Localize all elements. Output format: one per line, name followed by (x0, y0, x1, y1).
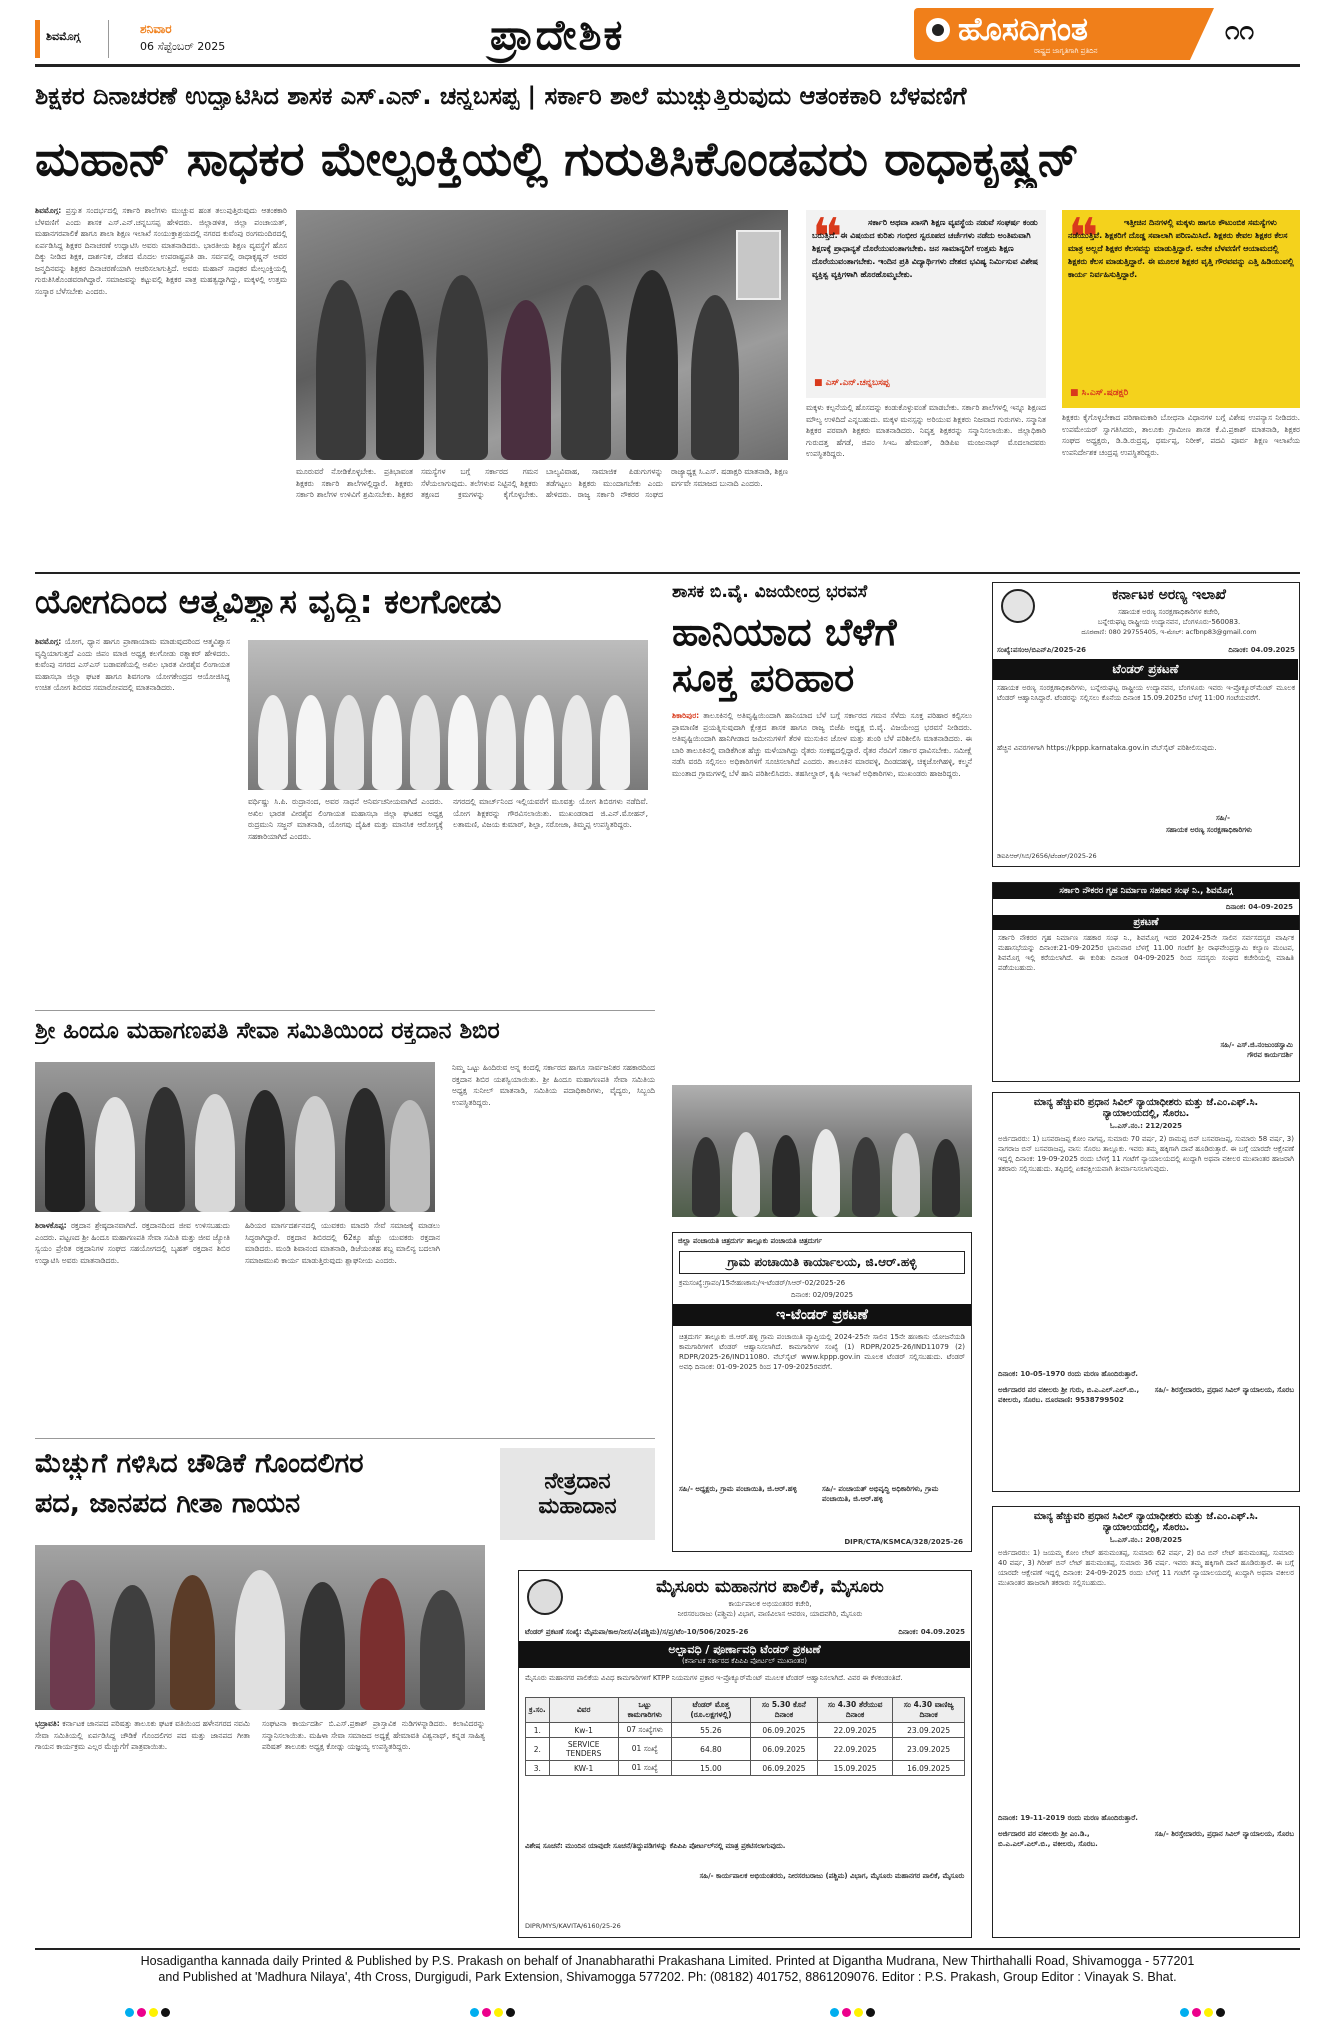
ad-panchayat-top: ಜಿಲ್ಲಾ ಪಂಚಾಯತಿ ಚಿತ್ರದುರ್ಗ ತಾಲ್ಲೂಕು ಪಂಚಾಯತಿ ಚಿತ್ರದುರ್ಗ (678, 1237, 822, 1245)
farm-dateline: ಶಿಕಾರಿಪುರ: (672, 711, 700, 720)
ad-panchayat (672, 1232, 972, 1552)
blood-photo (35, 1062, 435, 1212)
table-row (526, 1723, 965, 1738)
table-row (526, 1761, 965, 1776)
ad-panchayat-body: ಚಿತ್ರದುರ್ಗ ತಾಲ್ಲೂಕು ಜಿ.ಆರ್.ಹಳ್ಳಿ ಗ್ರಾಮ ಪಂಚಾಯಿತಿ ವ್ಯಾಪ್ತಿಯಲ್ಲಿ 2024-25ನೇ ಸಾಲಿನ 15ನೇ ಹಣಕಾಸು ಯೋಜನೆಯಡಿ ಕಾಮಗಾರಿಗಳಿಗೆ ಟೆಂಡರ್ ಆಹ್ವಾನಿಸಲಾಗಿದೆ. ಕಾಮಗಾರಿಗಳ ಸಂಖ್ಯೆ (1) RDPR/2025-26/IND11079 (2) RDPR/2025-26/IND11080. ವೆಬ್‌ಸೈಟ್ www.kppp.gov.in ಮೂಲಕ ಟೆಂಡರ್ ಸಲ್ಲಿಸಬಹುದು. ಟೆಂಡರ್ ಅವಧಿ ದಿನಾಂಕ: 01-09-2025 ರಿಂದ 17-09-2025ರವರೆಗೆ. (679, 1333, 965, 1371)
table-cell: 01 ಸಂಖ್ಯೆ (618, 1738, 671, 1761)
yoga-dateline: ಶಿವಮೊಗ್ಗ: (35, 637, 62, 646)
table-cell: 2. (526, 1738, 550, 1761)
eye-donation-box (500, 1448, 655, 1540)
section-title: ಪ್ರಾದೇಶಿಕ (490, 10, 625, 59)
ad-panchayat-title: ಗ್ರಾಮ ಪಂಚಾಯಿತಿ ಕಾರ್ಯಾಲಯ, ಜಿ.ಆರ್.ಹಳ್ಳಿ (679, 1251, 965, 1274)
section-divider (35, 572, 1300, 574)
quote-mark-icon: ❝ (812, 208, 843, 268)
blood-body-col2: ಹಿರಿಯರ ಮಾರ್ಗದರ್ಶನದಲ್ಲಿ ಯುವಕರು ಮಾದರಿ ಸೇವೆ ಸಮಾಜಕ್ಕೆ ಮಾಡಲು ಸಿದ್ಧರಾಗಿದ್ದಾರೆ. ರಕ್ತದಾನ ಶಿಬಿರದಲ್ಲಿ 62ಕ್ಕೂ ಹೆಚ್ಚು ಯುವಕರು ರಕ್ತದಾನ ಮಾಡಿದರು. ಮಂಡಿ ಶಿವಾನಂದ ಮಾತನಾಡಿ, ಡಿಜೆಯಂತಹ ಶಬ್ದ ಮಾಲಿನ್ಯ ಬದಲಾಗಿ ಸಮಾಜಮುಖಿ ಕಾರ್ಯ ಮಾಡುತ್ತಿರುವುದು ಶ್ಲಾಘನೀಯ ಎಂದರು. (245, 1221, 440, 1265)
table-header-row (526, 1698, 965, 1723)
ad-court-2-court-sign: ಸಹಿ/- ಶಿರಸ್ತೇದಾರರು, ಪ್ರಧಾನ ಸಿವಿಲ್ ನ್ಯಾಯಾಲಯ, ಸೊರಬ (1154, 1830, 1294, 1838)
ad-court-2 (992, 1506, 1300, 1938)
quote-1-text: ಸರ್ಕಾರಿ ಅಥವಾ ಖಾಸಗಿ ಶಿಕ್ಷಣ ವ್ಯವಸ್ಥೆಯ ನಡುವೆ ಸಂಘರ್ಷ ಕಂಡು ಬರುತ್ತಿದೆ. ಈ ವಿಷಯದ ಕುರಿತು ಗಂಭೀರ ಸ್ವರೂಪದ ಚರ್ಚೆಗಳು ನಡೆದು ಅಂತಿಮವಾಗಿ ಶಿಕ್ಷಣಕ್ಕೆ ಪ್ರಾಧಾನ್ಯತೆ ದೊರೆಯುವಂತಾಗಬೇಕು. ಜನ ಸಾಮಾನ್ಯರಿಗೆ ಉತ್ತಮ ಶಿಕ್ಷಣ ದೊರೆಯುವಂತಾಗಬೇಕು. ಇಂದಿನ ಪ್ರತಿ ವಿದ್ಯಾರ್ಥಿಗಳು ದೇಶದ ಭವಿಷ್ಯ ನಿರ್ಮಿಸುವ ವಿಶೇಷ ವ್ಯಕ್ತಿತ್ವ ವ್ಯಕ್ತಿಗಳಾಗಿ ಹೊರಹೊಮ್ಮಬೇಕು. (812, 218, 1038, 279)
ad-panchayat-ref: ಕ್ರಮಸಂಖ್ಯೆ:ಗ್ರಾಪಂ/15ನೇಹಣಕಾಸು/ಇ-ಟೆಂಡರ್/ಸಿಆರ್-02/2025-26 (679, 1279, 846, 1287)
logo-tagline: ರಾಷ್ಟ್ರದ ಜಾಗೃತಿಗಾಗಿ ಪ್ರತಿದಿನ (1034, 47, 1098, 55)
song-dateline: ಭದ್ರಾವತಿ: (35, 1719, 60, 1728)
farm-kicker: ಶಾಸಕ ಬಿ.ವೈ. ವಿಜಯೇಂದ್ರ ಭರವಸೆ (672, 582, 868, 602)
table-cell: 15.09.2025 (817, 1761, 892, 1776)
masthead-date: 06 ಸೆಪ್ಟೆಂಬರ್ 2025 (140, 40, 226, 53)
logo-text: ಹೊಸದಿಗಂತ (958, 10, 1088, 48)
yoga-body-col2: ವರ್ಧಿಷ್ಣು ಸಿ.ಪಿ. ರುದ್ರಾನಂದ, ಅವರ ಸಾಧನೆ ಅನಿರ್ವಚನೀಯವಾಗಿದೆ ಎಂದರು. ಅಖಿಲ ಭಾರತ ವೀರಶೈವ ಲಿಂಗಾಯತ ಮಹಾಸಭಾ ಜಿಲ್ಲಾ ಘಟಕದ ಅಧ್ಯಕ್ಷ ರುದ್ರಮುನಿ ಸಜ್ಜನ್ ಮಾತನಾಡಿ, ಯೋಗವು ದೈಹಿಕ ಮತ್ತು ಮಾನಸಿಕ ಆರೋಗ್ಯಕ್ಕೆ ಸಹಕಾರಿಯಾಗಿದೆ ಎಂದರು. (248, 797, 443, 841)
ad-coop (992, 882, 1300, 1082)
ad-forest-contact: ದೂರವಾಣಿ: 080 29755405, ಇ-ಮೇಲ್: acfbnp83@gmail.com (1081, 628, 1257, 636)
ad-mysuru (518, 1570, 972, 1938)
farm-body: ಶಿಕಾರಿಪುರ: ತಾಲೂಕಿನಲ್ಲಿ ಅತಿವೃಷ್ಟಿಯಿಂದಾಗಿ ಹಾನಿಯಾದ ಬೆಳೆ ಬಗ್ಗೆ ಸರ್ಕಾರದ ಗಮನ ಸೆಳೆದು ಸೂಕ್ತ ಪರಿಹಾರ ಕಲ್ಪಿಸಲು ಪ್ರಾಮಾಣಿಕ ಪ್ರಯತ್ನಿಸುವುದಾಗಿ ಕ್ಷೇತ್ರದ ಶಾಸಕ ಹಾಗೂ ರಾಜ್ಯ ಬಿಜೆಪಿ ಅಧ್ಯಕ್ಷ ಬಿ.ವೈ. ವಿಜಯೇಂದ್ರ ಭರವಸೆ ನೀಡಿದರು. ಅತಿವೃಷ್ಟಿಯಿಂದಾಗಿ ಹಾನಿಗೀಡಾದ ಜಮೀನುಗಳಿಗೆ ತೆರಳಿ ಮುಸುಕಿನ ಜೋಳ ಮತ್ತು ಶುಂಠಿ ಬೆಳೆ ಪರಿಶೀಲಿಸಿ ಮಾತನಾಡಿದರು. ಈ ಬಾರಿ ತಾಲೂಕಿನಲ್ಲಿ ವಾಡಿಕೆಗಿಂತ ಹೆಚ್ಚು ಮಳೆಯಾಗಿದ್ದು ರೈತರು ಸಂಕಷ್ಟದಲ್ಲಿದ್ದಾರೆ. ರೈತರ ನೆರವಿಗೆ ಸರ್ಕಾರ ಧಾವಿಸಬೇಕು. ಸಮೀಕ್ಷೆ ನಡೆಸಿ ವರದಿ ಸಲ್ಲಿಸಲು ಅಧಿಕಾರಿಗಳಿಗೆ ಸೂಚಿಸಲಾಗಿದೆ ಎಂದರು. ತಾಲೂಕಿನ ಮಾರವಳ್ಳಿ, ದಿಂಡದಹಳ್ಳಿ, ಚಿಕ್ಕಜೋಗಿಹಳ್ಳಿ, ಕಲ್ಮನೆ ಮುಂತಾದ ಗ್ರಾಮಗಳಲ್ಲಿ ಬೆಳೆ ಹಾನಿ ಪರಿಶೀಲಿಸಿದರು. ತಹಸೀಲ್ದಾರ್, ಕೃಷಿ ಇಲಾಖೆ ಅಧಿಕಾರಿಗಳು, ಮುಖಂಡರು ಹಾಜರಿದ್ದರು. (672, 711, 972, 778)
ad-forest-sub1: ಸಹಾಯಕ ಅರಣ್ಯ ಸಂರಕ್ಷಣಾಧಿಕಾರಿಗಳ ಕಚೇರಿ, (1118, 608, 1220, 616)
ad-court-2-case: ಓ.ಎಸ್.ನಂ.: 208/2025 (1109, 1536, 1183, 1544)
lead-text-col1: ಪ್ರಸ್ತುತ ಸಂದರ್ಭದಲ್ಲಿ ಸರ್ಕಾರಿ ಶಾಲೆಗಳು ಮುಚ್ಚುವ ಹಂತ ತಲುಪುತ್ತಿರುವುದು ಆತಂಕಕಾರಿ ಬೆಳವಣಿಗೆ ಎಂದು ಶಾಸಕ ಎಸ್.ಎನ್.ಚನ್ನಬಸಪ್ಪ ಹೇಳಿದರು. ಜಿಲ್ಲಾಡಳಿತ, ಜಿಲ್ಲಾ ಪಂಚಾಯತ್, ಮಹಾನಗರಪಾಲಿಕೆ ಹಾಗೂ ಶಾಲಾ ಶಿಕ್ಷಣ ಇಲಾಖೆ ಸಂಯುಕ್ತಾಶ್ರಯದಲ್ಲಿ ನಗರದ ಕುವೆಂಪು ರಂಗಮಂದಿರದಲ್ಲಿ ಏರ್ಪಡಿಸಿದ್ದ ಶಿಕ್ಷಕರ ದಿನಾಚರಣೆ ಉದ್ಘಾಟಿಸಿ ಅವರು ಮಾತನಾಡಿದರು. ಭಾರತೀಯ ಶಿಕ್ಷಣ ವ್ಯವಸ್ಥೆಗೆ ಹೊಸ ದಿಕ್ಕು ನೀಡಿದ ಶಿಕ್ಷಕ, ದಾರ್ಶನಿಕ, ದೇಶದ ಮೊದಲ ಉಪರಾಷ್ಟ್ರಪತಿ ಡಾ. ಸರ್ವಪಲ್ಲಿ ರಾಧಾಕೃಷ್ಣನ್ ಅವರ ಜನ್ಮದಿನವನ್ನು ಶಿಕ್ಷಕರ ದಿನಾಚರಣೆಯಾಗಿ ಆಚರಿಸಲಾಗುತ್ತಿದೆ. ಅವರು ಮಹಾನ್ ಸಾಧಕರ ಮೇಲ್ಪಂಕ್ತಿಯಲ್ಲಿ ಗುರುತಿಸಿಕೊಂಡವರಾಗಿದ್ದಾರೆ. ಸಮಾಜವನ್ನು ಕಟ್ಟುವಲ್ಲಿ ಶಿಕ್ಷಕರ ಪಾತ್ರ ಮಹತ್ವದ್ದಾಗಿದ್ದು, ಮಕ್ಕಳಲ್ಲಿ ಉತ್ತಮ ಸಂಸ್ಕಾರ ಬೆಳೆಸಬೇಕು ಎಂದರು. (35, 206, 287, 296)
ad-mysuru-banner: ಅಲ್ಪಾವಧಿ / ಪೂರ್ಣಾವಧಿ ಟೆಂಡರ್ ಪ್ರಕಟಣೆ (ಕರ್ನಾಟಕ ಸರ್ಕಾರದ ಕೆಪಿಪಿಪಿ ಪೋರ್ಟಲ್ ಮುಖಾಂತರ) (519, 1641, 970, 1668)
yoga-body-col3: ನಗರದಲ್ಲಿ ಮಾರ್ಚ್‌ನಿಂದ ಇಲ್ಲಿಯವರೆಗೆ ಮೂವತ್ತು ಯೋಗ ಶಿಬಿರಗಳು ನಡೆದಿವೆ. ಯೋಗ ಶಿಕ್ಷಕರನ್ನು ಗೌರವಿಸಲಾಯಿತು. ಮುಖಂಡರಾದ ಜಿ.ಎನ್.ಮೋಹನ್, ಲತಾಮಣಿ, ವಿಜಯ ಕುಮಾರ್, ಶಿಲ್ಪಾ, ಸರೋಜಾ, ತಿಮ್ಮಪ್ಪ ಉಪಸ್ಥಿತರಿದ್ದರು. (453, 797, 648, 829)
table-header-cell: ಕ್ರ.ಸಂ. (526, 1698, 550, 1723)
registration-marks-4 (1180, 2002, 1228, 2021)
table-cell: 15.00 (671, 1761, 750, 1776)
yoga-photo (248, 640, 648, 790)
eye-donation-line2: ಮಹಾದಾನ (538, 1494, 617, 1519)
table-cell: 16.09.2025 (893, 1761, 965, 1776)
ad-mysuru-ref: ಟೆಂಡರ್ ಪ್ರಕಟಣೆ ಸಂಖ್ಯೆ: ಮೈಮಪಾ/ಕಾಅ/ನೀಸ/ವಿ(ಪಶ್ಚಿಮ)/ಸ/ಪ್ರ/ಟೆಂ-10/506/2025-26 (525, 1628, 749, 1636)
ad-court-2-body: ಅರ್ಜಿದಾರರು: 1) ಜಯಮ್ಮ ಕೋಂ ಲೇಟ್ ಹನುಮಂತಪ್ಪ, ಸುಮಾರು 62 ವರ್ಷ, 2) ರವಿ ಬಿನ್ ಲೇಟ್ ಹನುಮಂತಪ್ಪ, ಸುಮಾರು 40 ವರ್ಷ, 3) ಗಿರೀಶ್ ಬಿನ್ ಲೇಟ್ ಹನುಮಂತಪ್ಪ, ಸುಮಾರು 36 ವರ್ಷ. ಇವರು ತಮ್ಮ ಹಕ್ಕಿಗಾಗಿ ದಾವೆ ಹೂಡಿರುತ್ತಾರೆ. ಈ ಬಗ್ಗೆ ಯಾರದೇ ಆಕ್ಷೇಪಣೆ ಇದ್ದಲ್ಲಿ ದಿನಾಂಕ: 24-09-2025 ರಂದು ಬೆಳಗ್ಗೆ 11 ಗಂಟೆಗೆ ನ್ಯಾಯಾಲಯದಲ್ಲಿ ಖುದ್ದಾಗಿ ಅಥವಾ ವಕೀಲರ ಮುಖಾಂತರ ಹಾಜರಾಗಿ ತಕರಾರು ಸಲ್ಲಿಸಬಹುದು. (998, 1549, 1294, 1587)
ad-forest-sub2: ಬನ್ನೇರುಘಟ್ಟ ರಾಷ್ಟ್ರೀಯ ಉದ್ಯಾನವನ, ಬೆಂಗಳೂರು-560083. (1097, 618, 1241, 626)
logo-emblem-icon (926, 18, 950, 42)
footer-rule (35, 1948, 1300, 1950)
ad-court-1-title-l1: ಮಾನ್ಯ ಹೆಚ್ಚುವರಿ ಪ್ರಧಾನ ಸಿವಿಲ್ ನ್ಯಾಯಾಧೀಶರು ಮತ್ತು ಜೆ.ಎಂ.ಎಫ್.ಸಿ. (1033, 1097, 1259, 1108)
ad-coop-banner: ಪ್ರಕಟಣೆ (993, 915, 1299, 930)
ad-mysuru-date: ದಿನಾಂಕ: 04.09.2025 (898, 1628, 965, 1636)
ad-forest-signatory: ಸಹಾಯಕ ಅರಣ್ಯ ಸಂರಕ್ಷಣಾಧಿಕಾರಿಗಳು (1165, 826, 1253, 834)
table-cell: KW-1 (549, 1761, 618, 1776)
ad-court-2-lawyer: ಅರ್ಜಿದಾರರ ಪರ ವಕೀಲರು ಶ್ರೀ ಎಂ.ಡಿ., ಬಿ.ಎ.ಎಲ್.ಎಲ್.ಬಿ., ವಕೀಲರು, ಸೊರಬ. (998, 1830, 1098, 1848)
ad-panchayat-banner: ಇ-ಟೆಂಡರ್ ಪ್ರಕಟಣೆ (673, 1304, 971, 1326)
table-cell: 23.09.2025 (893, 1723, 965, 1738)
ad-forest-banner: ಟೆಂಡರ್ ಪ್ರಕಟಣೆ (993, 659, 1298, 680)
table-cell: SERVICE TENDERS (549, 1738, 618, 1761)
ad-court-1-court-sign: ಸಹಿ/- ಶಿರಸ್ತೇದಾರರು, ಪ್ರಧಾನ ಸಿವಿಲ್ ನ್ಯಾಯಾಲಯ, ಸೊರಬ (1154, 1386, 1294, 1394)
table-cell: 22.09.2025 (817, 1723, 892, 1738)
ad-mysuru-sub2: ನೀರಸರಬರಾಜು (ಪಶ್ಚಿಮ) ವಿಭಾಗ, ವಾಣಿವಿಲಾಸ ಆವರಣ, ಯಾದವಗಿರಿ, ಮೈಸೂರು (677, 1610, 863, 1618)
quote-box-2 (1062, 210, 1300, 408)
table-cell: 22.09.2025 (817, 1738, 892, 1761)
table-cell: 23.09.2025 (893, 1738, 965, 1761)
ad-forest-sign: ಸಹಿ/- (1216, 814, 1230, 822)
table-cell: 55.26 (671, 1723, 750, 1738)
masthead-rule (35, 64, 1300, 67)
quote-1-author: ■ ಎಸ್.ಎನ್.ಚನ್ನಬಸಪ್ಪ (814, 378, 890, 388)
table-header-cell: ಸಂ 5.30 ಕೊನೆ ದಿನಾಂಕ (750, 1698, 817, 1723)
table-header-cell: ಒಟ್ಟು ಕಾಮಗಾರಿಗಳು (618, 1698, 671, 1723)
lead-body-below-photo: ಮೂರುವರೆ ನೋಡಿಕೊಳ್ಳಬೇಕು. ಪ್ರತಿಭಾವಂತ ಶಿಕ್ಷಕರು ಸರ್ಕಾರಿ ಶಾಲೆಗಳಲ್ಲಿದ್ದಾರೆ. ಶಿಕ್ಷಕರು ಸರ್ಕಾರಿ ಶಾಲೆಗಳ ಉಳಿವಿಗೆ ಶ್ರಮಿಸಬೇಕು. ಶಿಕ್ಷಕರ ಸಮಸ್ಯೆಗಳ ಬಗ್ಗೆ ಸರ್ಕಾರದ ಗಮನ ಸೆಳೆಯಲಾಗುವುದು. ತಲೆಗಳುವ ನಿಟ್ಟಿನಲ್ಲಿ ಶಿಕ್ಷಕರು ತಕ್ಷಣದ ಕ್ರಮಗಳನ್ನು ಕೈಗೊಳ್ಳಬೇಕು. ಬಾಲ್ಯವಿವಾಹ, ಸಾಮಾಜಿಕ ಪಿಡುಗುಗಳನ್ನು ತಡೆಗಟ್ಟಲು ಶಿಕ್ಷಕರು ಮುಂದಾಗಬೇಕು ಎಂದು ಹೇಳಿದರು. ರಾಜ್ಯ ಸರ್ಕಾರಿ ನೌಕರರ ಸಂಘದ ರಾಜ್ಯಾಧ್ಯಕ್ಷ ಸಿ.ಎಸ್. ಷಡಾಕ್ಷರಿ ಮಾತನಾಡಿ, ಶಿಕ್ಷಣ ವರ್ಗವೇ ಸಮಾಜದ ಬುನಾದಿ ಎಂದರು. (296, 467, 788, 499)
table-cell: 07 ಸಂಖ್ಯೆಗಳು (618, 1723, 671, 1738)
quote-2-author: ■ ಸಿ.ಎಸ್.ಷಡಕ್ಷರಿ (1070, 388, 1129, 398)
ad-mysuru-sign: ಸಹಿ/- ಕಾರ್ಯಪಾಲಕ ಅಭಿಯಂತರರು, ನೀರಸರಬರಾಜು (ಪಶ್ಚಿಮ) ವಿಭಾಗ, ಮೈಸೂರು ಮಹಾನಗರ ಪಾಲಿಕೆ, ಮೈಸೂರು (699, 1872, 965, 1880)
table-header-cell: ಸಂ 4.30 ತೆರೆಯುವ ದಿನಾಂಕ (817, 1698, 892, 1723)
ad-mysuru-sub1: ಕಾರ್ಯಪಾಲಕ ಅಭಿಯಂತರರ ಕಚೇರಿ, (728, 1600, 812, 1608)
divider (35, 1010, 655, 1011)
farm-headline-l2: ಸೂಕ್ತ ಪರಿಹಾರ (672, 656, 855, 700)
masthead-divider (108, 20, 109, 58)
footer-line-1: Hosadigantha kannada daily Printed & Published by P.S. Prakash on behalf of Jnanabharathi Prakashana Limited. Printed at Digantha Mudrana, New Thirthahalli Road, Shivamogga - 577201 (140, 1954, 1195, 1968)
song-body-col1: ಭದ್ರಾವತಿ: ಕರ್ನಾಟಕ ಜಾನಪದ ಪರಿಷತ್ತು ತಾಲೂಕು ಘಟಕ ವತಿಯಿಂದ ಹಳೇನಗರದ ನವಮಿ ಸೇವಾ ಸಮಿತಿಯಲ್ಲಿ ಏರ್ಪಡಿಸಿದ್ದ ಚೌಡಿಕೆ ಗೊಂದಲಿಗರ ಪದ ಮತ್ತು ಜಾನಪದ ಗೀತಾ ಗಾಯನ ಕಾರ್ಯಕ್ರಮ ಎಲ್ಲರ ಮೆಚ್ಚುಗೆಗೆ ಪಾತ್ರವಾಯಿತು. (35, 1719, 250, 1751)
masthead-city: ಶಿವಮೊಗ್ಗ (46, 30, 81, 43)
ad-forest-date: ದಿನಾಂಕ: 04.09.2025 (1228, 646, 1295, 654)
ad-court-1-title-l2: ನ್ಯಾಯಾಲಯದಲ್ಲಿ, ಸೊರಬ. (1102, 1108, 1190, 1119)
lead-dateline: ಶಿವಮೊಗ್ಗ: (35, 206, 62, 215)
footer-line-2: and Published at 'Madhura Nilaya', 4th Cross, Durgigudi, Park Extension, Shivamogga 577202. Ph: (08182) 401752, 8861209076. Editor : P.S. Prakash, Group Editor : Vinayak S. Bhat. (158, 1970, 1177, 1984)
table-cell: 3. (526, 1761, 550, 1776)
farm-photo (672, 1085, 972, 1217)
quote-mark-icon: ❝ (1068, 208, 1099, 268)
table-row (526, 1738, 965, 1761)
table-cell: 06.09.2025 (750, 1761, 817, 1776)
ad-coop-title: ಸರ್ಕಾರಿ ನೌಕರರ ಗೃಹ ನಿರ್ಮಾಣ ಸಹಕಾರ ಸಂಘ ನಿ., ಶಿವಮೊಗ್ಗ (993, 883, 1299, 899)
ad-mysuru-table (525, 1697, 965, 1776)
ad-court-2-title-l2: ನ್ಯಾಯಾಲಯದಲ್ಲಿ, ಸೊರಬ. (1102, 1522, 1190, 1533)
eye-donation-line1: ನೇತ್ರದಾನ (544, 1469, 611, 1494)
registration-marks-1 (125, 2002, 173, 2021)
ad-forest-body: ಸಹಾಯಕ ಅರಣ್ಯ ಸಂರಕ್ಷಣಾಧಿಕಾರಿಗಳು, ಬನ್ನೇರುಘಟ್ಟ ರಾಷ್ಟ್ರೀಯ ಉದ್ಯಾನವನ, ಬೆಂಗಳೂರು ಇವರು ಇ-ಪ್ರೊಕ್ಯೂರ್‌ಮೆಂಟ್ ಮೂಲಕ ಟೆಂಡರ್ ಆಹ್ವಾನಿಸಿದ್ದಾರೆ. ಟೆಂಡರನ್ನು ಸಲ್ಲಿಸಲು ಕೊನೆಯ ದಿನಾಂಕ 15.09.2025ರ ಬೆಳಗ್ಗೆ 11:00 ಗಂಟೆಯವರೆಗೆ. (997, 684, 1295, 702)
farm-headline-l1: ಹಾನಿಯಾದ ಬೆಳೆಗೆ (672, 610, 897, 654)
ad-coop-date: ದಿನಾಂಕ: 04-09-2025 (1225, 903, 1293, 911)
page-number: ೧೧ (1225, 16, 1255, 46)
ad-court-1-date-line: ದಿನಾಂಕ: 10-05-1970 ರಂದು ಮರಣ ಹೊಂದಿರುತ್ತಾರೆ. (998, 1370, 1138, 1378)
ad-coop-sign: ಸಹಿ/- ಎಸ್.ಜಿ.ನಂಜುಂಡಸ್ವಾಮಿ (1220, 1041, 1293, 1049)
ad-court-1 (992, 1092, 1300, 1492)
ad-forest-title: ಕರ್ನಾಟಕ ಅರಣ್ಯ ಇಲಾಖೆ (1112, 587, 1226, 603)
ad-court-2-title-l1: ಮಾನ್ಯ ಹೆಚ್ಚುವರಿ ಪ್ರಧಾನ ಸಿವಿಲ್ ನ್ಯಾಯಾಧೀಶರು ಮತ್ತು ಜೆ.ಎಂ.ಎಫ್.ಸಿ. (1033, 1511, 1259, 1522)
lead-body-col-right: ಮಕ್ಕಳು ಕಲ್ಪನೆಯಲ್ಲಿ ಹೊಸದನ್ನು ಕಂಡುಕೊಳ್ಳುವಂತೆ ಮಾಡಬೇಕು. ಸರ್ಕಾರಿ ಶಾಲೆಗಳಲ್ಲಿ ಇನ್ನೂ ಶಿಕ್ಷಣದ ಮೌಲ್ಯ ಉಳಿದಿದೆ ಎನ್ನಬಹುದು. ಮಕ್ಕಳ ಮನಸ್ಸನ್ನು ಅರಿಯುವ ಶಿಕ್ಷಕರು ನಿಜವಾದ ಗುರುಗಳು. ಸನ್ಮಾನಿತ ಶಿಕ್ಷಕರ ಪರವಾಗಿ ಶಿಕ್ಷಕರು ಮಾತನಾಡಿದರು. ನಿವೃತ್ತ ಶಿಕ್ಷಕರನ್ನು ಸನ್ಮಾನಿಸಲಾಯಿತು. ಜಿಲ್ಲಾಧಿಕಾರಿ ಗುರುದತ್ತ ಹೆಗಡೆ, ಜಿಪಂ ಸಿಇಒ ಹೇಮಂತ್, ಡಿಡಿಪಿಐ ಮಂಜುನಾಥ್ ಮೊದಲಾದವರು ಉಪಸ್ಥಿತರಿದ್ದರು. (806, 403, 1046, 458)
masthead-day: ಶನಿವಾರ (140, 22, 172, 36)
table-cell: 01 ಸಂಖ್ಯೆ (618, 1761, 671, 1776)
song-photo (35, 1545, 485, 1710)
ad-coop-body: ಸರ್ಕಾರಿ ನೌಕರರ ಗೃಹ ನಿರ್ಮಾಣ ಸಹಕಾರ ಸಂಘ ನಿ., ಶಿವಮೊಗ್ಗ ಇದರ 2024-25ನೇ ಸಾಲಿನ ಸರ್ವಸದಸ್ಯರ ವಾರ್ಷಿಕ ಮಹಾಸಭೆಯನ್ನು ದಿನಾಂಕ:21-09-2025ರ ಭಾನುವಾರ ಬೆಳಗ್ಗೆ 11.00 ಗಂಟೆಗೆ ಶ್ರೀ ರಾಘವೇಂದ್ರಸ್ವಾಮಿ ಕಲ್ಯಾಣ ಮಂಟಪ, ಶಿವಮೊಗ್ಗ ಇಲ್ಲಿ ಕರೆಯಲಾಗಿದೆ. ಈ ಕುರಿತು ದಿನಾಂಕ 04-09-2025 ರಿಂದ ಸದಸ್ಯರು ಸಂಘದ ಕಚೇರಿಯಲ್ಲಿ ಮಾಹಿತಿ ಪಡೆಯಬಹುದು. (998, 934, 1294, 972)
lead-headline: ಮಹಾನ್ ಸಾಧಕರ ಮೇಲ್ಪಂಕ್ತಿಯಲ್ಲಿ ಗುರುತಿಸಿಕೊಂಡವರು ರಾಧಾಕೃಷ್ಣನ್ (35, 132, 1080, 187)
forest-emblem-icon (1001, 589, 1035, 623)
ad-mysuru-code: DIPR/MYS/KAVITA/6160/25-26 (525, 1922, 621, 1930)
lead-body-col1 (35, 205, 287, 560)
song-body-col2: ಸಂಘಟನಾ ಕಾರ್ಯದರ್ಶಿ ಬಿ.ಎಸ್.ಪ್ರಕಾಶ್ ಪ್ರಾಸ್ತಾವಿಕ ನುಡಿಗಳನ್ನಾಡಿದರು. ಕಲಾವಿದರನ್ನು ಸನ್ಮಾನಿಸಲಾಯಿತು. ಮಹಿಳಾ ಸೇವಾ ಸಮಾಜದ ಅಧ್ಯಕ್ಷೆ ಹೇಮಾವತಿ ವಿಶ್ವನಾಥ್, ಕನ್ನಡ ಸಾಹಿತ್ಯ ಪರಿಷತ್ ತಾಲೂಕು ಅಧ್ಯಕ್ಷ ಕೋಡ್ಲು ಯಜ್ಞಯ್ಯ ಉಪಸ್ಥಿತರಿದ್ದರು. (262, 1719, 485, 1751)
table-header-cell: ಸಂ 4.30 ವಾಣಿಜ್ಯ ದಿನಾಂಕ (893, 1698, 965, 1723)
divider (35, 1438, 655, 1439)
blood-headline: ಶ್ರೀ ಹಿಂದೂ ಮಹಾಗಣಪತಿ ಸೇವಾ ಸಮಿತಿಯಿಂದ ರಕ್ತದಾನ ಶಿಬಿರ (35, 1018, 500, 1044)
blood-dateline: ಶಿರಾಳಕೊಪ್ಪ: (35, 1221, 67, 1230)
table-cell: Kw-1 (549, 1723, 618, 1738)
ad-court-2-date-line: ದಿನಾಂಕ: 19-11-2019 ರಂದು ಮರಣ ಹೊಂದಿರುತ್ತಾರೆ. (998, 1814, 1138, 1822)
yoga-headline: ಯೋಗದಿಂದ ಆತ್ಮವಿಶ್ವಾಸ ವೃದ್ಧಿ: ಕಲಗೋಡು (35, 582, 502, 621)
ad-mysuru-title: ಮೈಸೂರು ಮಹಾನಗರ ಪಾಲಿಕೆ, ಮೈಸೂರು (656, 1577, 884, 1597)
blood-body-col3: ನಿಮ್ಮ ಒಟ್ಟು ಹಿಂದಿರುವ ಅನ್ನ ಕಂದಲ್ಲಿ ಸರ್ಕಾರದ ಹಾಗೂ ಸಾರ್ವಜನಿಕರ ಸಹಕಾರದಿಂದ ರಕ್ತದಾನ ಶಿಬಿರ ಯಶಸ್ವಿಯಾಯಿತು. ಶ್ರೀ ಹಿಂದೂ ಮಹಾಗಣಪತಿ ಸೇವಾ ಸಮಿತಿಯ ಅಧ್ಯಕ್ಷ ಸುನೀಲ್ ಮಾತನಾಡಿ, ಸಮಿತಿಯ ಪದಾಧಿಕಾರಿಗಳು, ವೈದ್ಯರು, ಸಿಬ್ಬಂದಿ ಉಪಸ್ಥಿತರಿದ್ದರು. (452, 1063, 655, 1107)
ad-coop-signatory: ಗೌರವ ಕಾರ್ಯದರ್ಶಿ (1247, 1051, 1293, 1059)
table-header-cell: ಟೆಂಡರ್ ಮೊತ್ತ (ರೂ.ಲಕ್ಷಗಳಲ್ಲಿ) (671, 1698, 750, 1723)
table-cell: 64.80 (671, 1738, 750, 1761)
ad-mysuru-intro: ಮೈಸೂರು ಮಹಾನಗರ ಪಾಲಿಕೆಯ ವಿವಿಧ ಕಾಮಗಾರಿಗಳಿಗೆ KTPP ನಿಯಮಗಳ ಪ್ರಕಾರ ಇ-ಪ್ರೊಕ್ಯೂರ್‌ಮೆಂಟ್ ಮೂಲಕ ಟೆಂಡರ್ ಆಹ್ವಾನಿಸಲಾಗಿದೆ. ವಿವರ ಈ ಕೆಳಕಂಡಂತಿದೆ. (525, 1674, 903, 1682)
ad-panchayat-date: ದಿನಾಂಕ: 02/09/2025 (790, 1291, 854, 1299)
masthead-accent-bar (35, 20, 40, 58)
table-header-cell: ವಿವರ (549, 1698, 618, 1723)
ad-forest-website: ಹೆಚ್ಚಿನ ವಿವರಗಳಿಗಾಗಿ https://kppp.karnataka.gov.in ವೆಬ್‌ಸೈಟ್ ಪರಿಶೀಲಿಸುವುದು. (997, 744, 1217, 752)
ad-panchayat-code: DIPR/CTA/KSMCA/328/2025-26 (844, 1538, 963, 1546)
registration-marks-2 (470, 2002, 518, 2021)
lead-body-col-far: ಶಿಕ್ಷಕರು ಕೈಗೊಳ್ಳಬೇಕಾದ ಪರಿಣಾಮಕಾರಿ ಬೋಧನಾ ವಿಧಾನಗಳ ಬಗ್ಗೆ ವಿಶೇಷ ಉಪನ್ಯಾಸ ನೀಡಿದರು. ಉಪಮೇಯರ್ ಸ್ವಾಗತಿಸಿದರು, ತಾಲೂಕು ಗ್ರಾಮೀಣ ಶಾಸಕ ಕೆ.ವಿ.ಪ್ರಕಾಶ್ ಮಾತನಾಡಿ, ಶಿಕ್ಷಕರ ಸಂಘದ ಅಧ್ಯಕ್ಷರು, ಡಿ.ಡಿ.ರುದ್ರಪ್ಪ, ಧರ್ಮಪ್ಪ, ನಿರೀಕ್, ಪದವಿ ಪೂರ್ವ ಶಿಕ್ಷಣ ಇಲಾಖೆಯ ಉಪನಿರ್ದೇಶಕ ಚಂದ್ರಪ್ಪ ಉಪಸ್ಥಿತರಿದ್ದರು. (1062, 413, 1300, 457)
ad-court-1-lawyer: ಅರ್ಜಿದಾರರ ಪರ ವಕೀಲರು ಶ್ರೀ ಗುರು, ಬಿ.ಎ.ಎಲ್.ಎಲ್.ಬಿ., ವಕೀಲರು, ಸೊರಬ. ದೂರವಾಣಿ: 9538799502 (998, 1386, 1140, 1404)
ad-mysuru-note: ವಿಶೇಷ ಸೂಚನೆ: ಮುಂದಿನ ಯಾವುದೇ ಸೂಚನೆ/ತಿದ್ದುಪಡಿಗಳನ್ನು ಕೆಪಿಪಿಪಿ ಪೋರ್ಟಲ್‌ನಲ್ಲಿ ಮಾತ್ರ ಪ್ರಕಟಿಸಲಾಗುವುದು. (525, 1842, 786, 1850)
song-headline-l1: ಮೆಚ್ಚುಗೆ ಗಳಿಸಿದ ಚೌಡಿಕೆ ಗೊಂದಲಿಗರ (35, 1448, 364, 1479)
ad-court-1-case: ಓ.ಎಸ್.ನಂ.: 212/2025 (1109, 1122, 1183, 1130)
ad-mysuru-banner-sub: (ಕರ್ನಾಟಕ ಸರ್ಕಾರದ ಕೆಪಿಪಿಪಿ ಪೋರ್ಟಲ್ ಮುಖಾಂತರ) (681, 1657, 808, 1665)
table-cell: 06.09.2025 (750, 1723, 817, 1738)
ad-forest-ref: ಸಂಖ್ಯೆ:ಪಸಂಅ/ಬಿಎನ್‌ಪಿ/2025-26 (997, 646, 1086, 654)
ad-panchayat-sign-left: ಸಹಿ/- ಅಧ್ಯಕ್ಷರು, ಗ್ರಾಮ ಪಂಚಾಯಿತಿ, ಜಿ.ಆರ್.ಹಳ್ಳಿ (679, 1485, 797, 1493)
registration-marks-3 (830, 2002, 878, 2021)
song-headline-l2: ಪದ, ಜಾನಪದ ಗೀತಾ ಗಾಯನ (35, 1488, 301, 1519)
ad-forest (992, 582, 1300, 867)
table-cell: 06.09.2025 (750, 1738, 817, 1761)
quote-box-1 (806, 210, 1046, 398)
mysuru-emblem-icon (527, 1579, 563, 1615)
quote-2-text: ಇತ್ತೀಚಿನ ದಿನಗಳಲ್ಲಿ ಮಕ್ಕಳು ಹಾಗೂ ಕೌಟುಂಬಿಕ ಸಮಸ್ಯೆಗಳು ನಡೆಯುತ್ತಿವೆ. ಶಿಕ್ಷಕರಿಗೆ ದೊಡ್ಡ ಸವಾಲಾಗಿ ಪರಿಣಮಿಸಿದೆ. ಶಿಕ್ಷಕರು ಕೇವಲ ಶಿಕ್ಷಕರ ಕೆಲಸ ಮಾತ್ರ ಅಲ್ಲದೆ ಶಿಕ್ಷಕರ ಕೆಲಸವನ್ನು ಮಾಡುತ್ತಿದ್ದಾರೆ. ಅನೇಕ ಬೆಳವಣಿಗೆ ಆಯಾಮದಲ್ಲಿ ಶಿಕ್ಷಕರು ಕೆಲಸ ಮಾಡುತ್ತಿದ್ದಾರೆ. ಈ ಮೂಲಕ ಶಿಕ್ಷಕರ ವೃತ್ತಿ ಗೌರವವನ್ನು ಎತ್ತಿ ಹಿಡಿಯುವಲ್ಲಿ ಕಾರ್ಯ ನಿರ್ವಹಿಸುತ್ತಿದ್ದಾರೆ. (1068, 218, 1294, 279)
table-cell: 1. (526, 1723, 550, 1738)
lead-photo (296, 210, 788, 460)
ad-forest-code: ಡಿಐಪಿಆರ್/ಸಿಬಿ/2656/ಟೆಂಡರ್/2025-26 (997, 852, 1097, 860)
lead-kicker: ಶಿಕ್ಷಕರ ದಿನಾಚರಣೆ ಉದ್ಘಾಟಿಸಿದ ಶಾಸಕ ಎಸ್.ಎನ್. ಚನ್ನಬಸಪ್ಪ | ಸರ್ಕಾರಿ ಶಾಲೆ ಮುಚ್ಚುತ್ತಿರುವುದು ಆತಂಕಕಾರಿ ಬೆಳವಣಿಗೆ (35, 82, 967, 110)
blood-body-col1: ಶಿರಾಳಕೊಪ್ಪ: ರಕ್ತದಾನ ಶ್ರೇಷ್ಠದಾನವಾಗಿದೆ. ರಕ್ತದಾನದಿಂದ ಜೀವ ಉಳಿಸಬಹುದು ಎಂದರು. ಪಟ್ಟಣದ ಶ್ರೀ ಹಿಂದೂ ಮಹಾಗಣಪತಿ ಸೇವಾ ಸಮಿತಿ ಮತ್ತು ಜೀವ ಜ್ಯೋತಿ ಸ್ವಯಂ ಪ್ರೇರಿತ ರಕ್ತದಾನಿಗಳ ಸಂಘದ ಸಹಯೋಗದಲ್ಲಿ ಬೃಹತ್ ರಕ್ತದಾನ ಶಿಬಿರ ಉದ್ಘಾಟಿಸಿ ಅವರು ಮಾತನಾಡಿದರು. (35, 1221, 230, 1265)
ad-panchayat-sign-right: ಸಹಿ/- ಪಂಚಾಯತ್ ಅಭಿವೃದ್ಧಿ ಅಧಿಕಾರಿಗಳು, ಗ್ರಾಮ ಪಂಚಾಯಿತಿ, ಜಿ.ಆರ್.ಹಳ್ಳಿ (822, 1485, 939, 1503)
blood-body-col3b (452, 1220, 655, 1430)
yoga-body-col1: ಶಿವಮೊಗ್ಗ: ಯೋಗ, ಧ್ಯಾನ ಹಾಗೂ ಪ್ರಾಣಾಯಾಮ ಮಾಡುವುದರಿಂದ ಆತ್ಮವಿಶ್ವಾಸ ವೃದ್ಧಿಯಾಗುತ್ತದೆ ಎಂದು ಜಿಪಂ ಮಾಜಿ ಅಧ್ಯಕ್ಷ ಕಲಗೋಡು ರತ್ನಾಕರ್ ಹೇಳಿದರು. ಕುವೆಂಪು ನಗರದ ಎಸ್‌ಎಸ್ ಬಡಾವಣೆಯಲ್ಲಿ ಅಖಿಲ ಭಾರತ ವೀರಶೈವ ಲಿಂಗಾಯತ ಮಹಾಸಭಾ ಜಿಲ್ಲಾ ಘಟಕ ಹಾಗೂ ಶಿವಗಂಗಾ ಯೋಗಕೇಂದ್ರದ ಆಯೋಜಿಸಿದ್ದ ಉಚಿತ ಯೋಗ ಶಿಬಿರದ ಸಮಾರೋಪದಲ್ಲಿ ಮಾತನಾಡಿದರು. (35, 637, 230, 692)
ad-court-1-body: ಅರ್ಜಿದಾರರು: 1) ಬಸವರಾಜಪ್ಪ ಕೋಂ ನಾಗಪ್ಪ, ಸುಮಾರು 70 ವರ್ಷ, 2) ರಾಮಪ್ಪ ಬಿನ್ ಬಸವರಾಜಪ್ಪ, ಸುಮಾರು 58 ವರ್ಷ, 3) ನಾಗರಾಜ ಬಿನ್ ಬಸವರಾಜಪ್ಪ, ವಾಸ: ಸೊರಬ ತಾಲ್ಲೂಕು. ಇವರು ತಮ್ಮ ಹಕ್ಕಿಗಾಗಿ ದಾವೆ ಹೂಡಿರುತ್ತಾರೆ. ಈ ಬಗ್ಗೆ ಯಾರದೇ ಆಕ್ಷೇಪಣೆ ಇದ್ದಲ್ಲಿ ದಿನಾಂಕ: 19-09-2025 ರಂದು ಬೆಳಗ್ಗೆ 11 ಗಂಟೆಗೆ ನ್ಯಾಯಾಲಯದಲ್ಲಿ ಖುದ್ದಾಗಿ ಅಥವಾ ವಕೀಲರ ಮುಖಾಂತರ ಹಾಜರಾಗಿ ತಕರಾರು ಸಲ್ಲಿಸಬಹುದು. ತಪ್ಪಿದಲ್ಲಿ ಏಕಪಕ್ಷೀಯವಾಗಿ ತೀರ್ಮಾನಿಸಲಾಗುವುದು. (998, 1135, 1294, 1173)
